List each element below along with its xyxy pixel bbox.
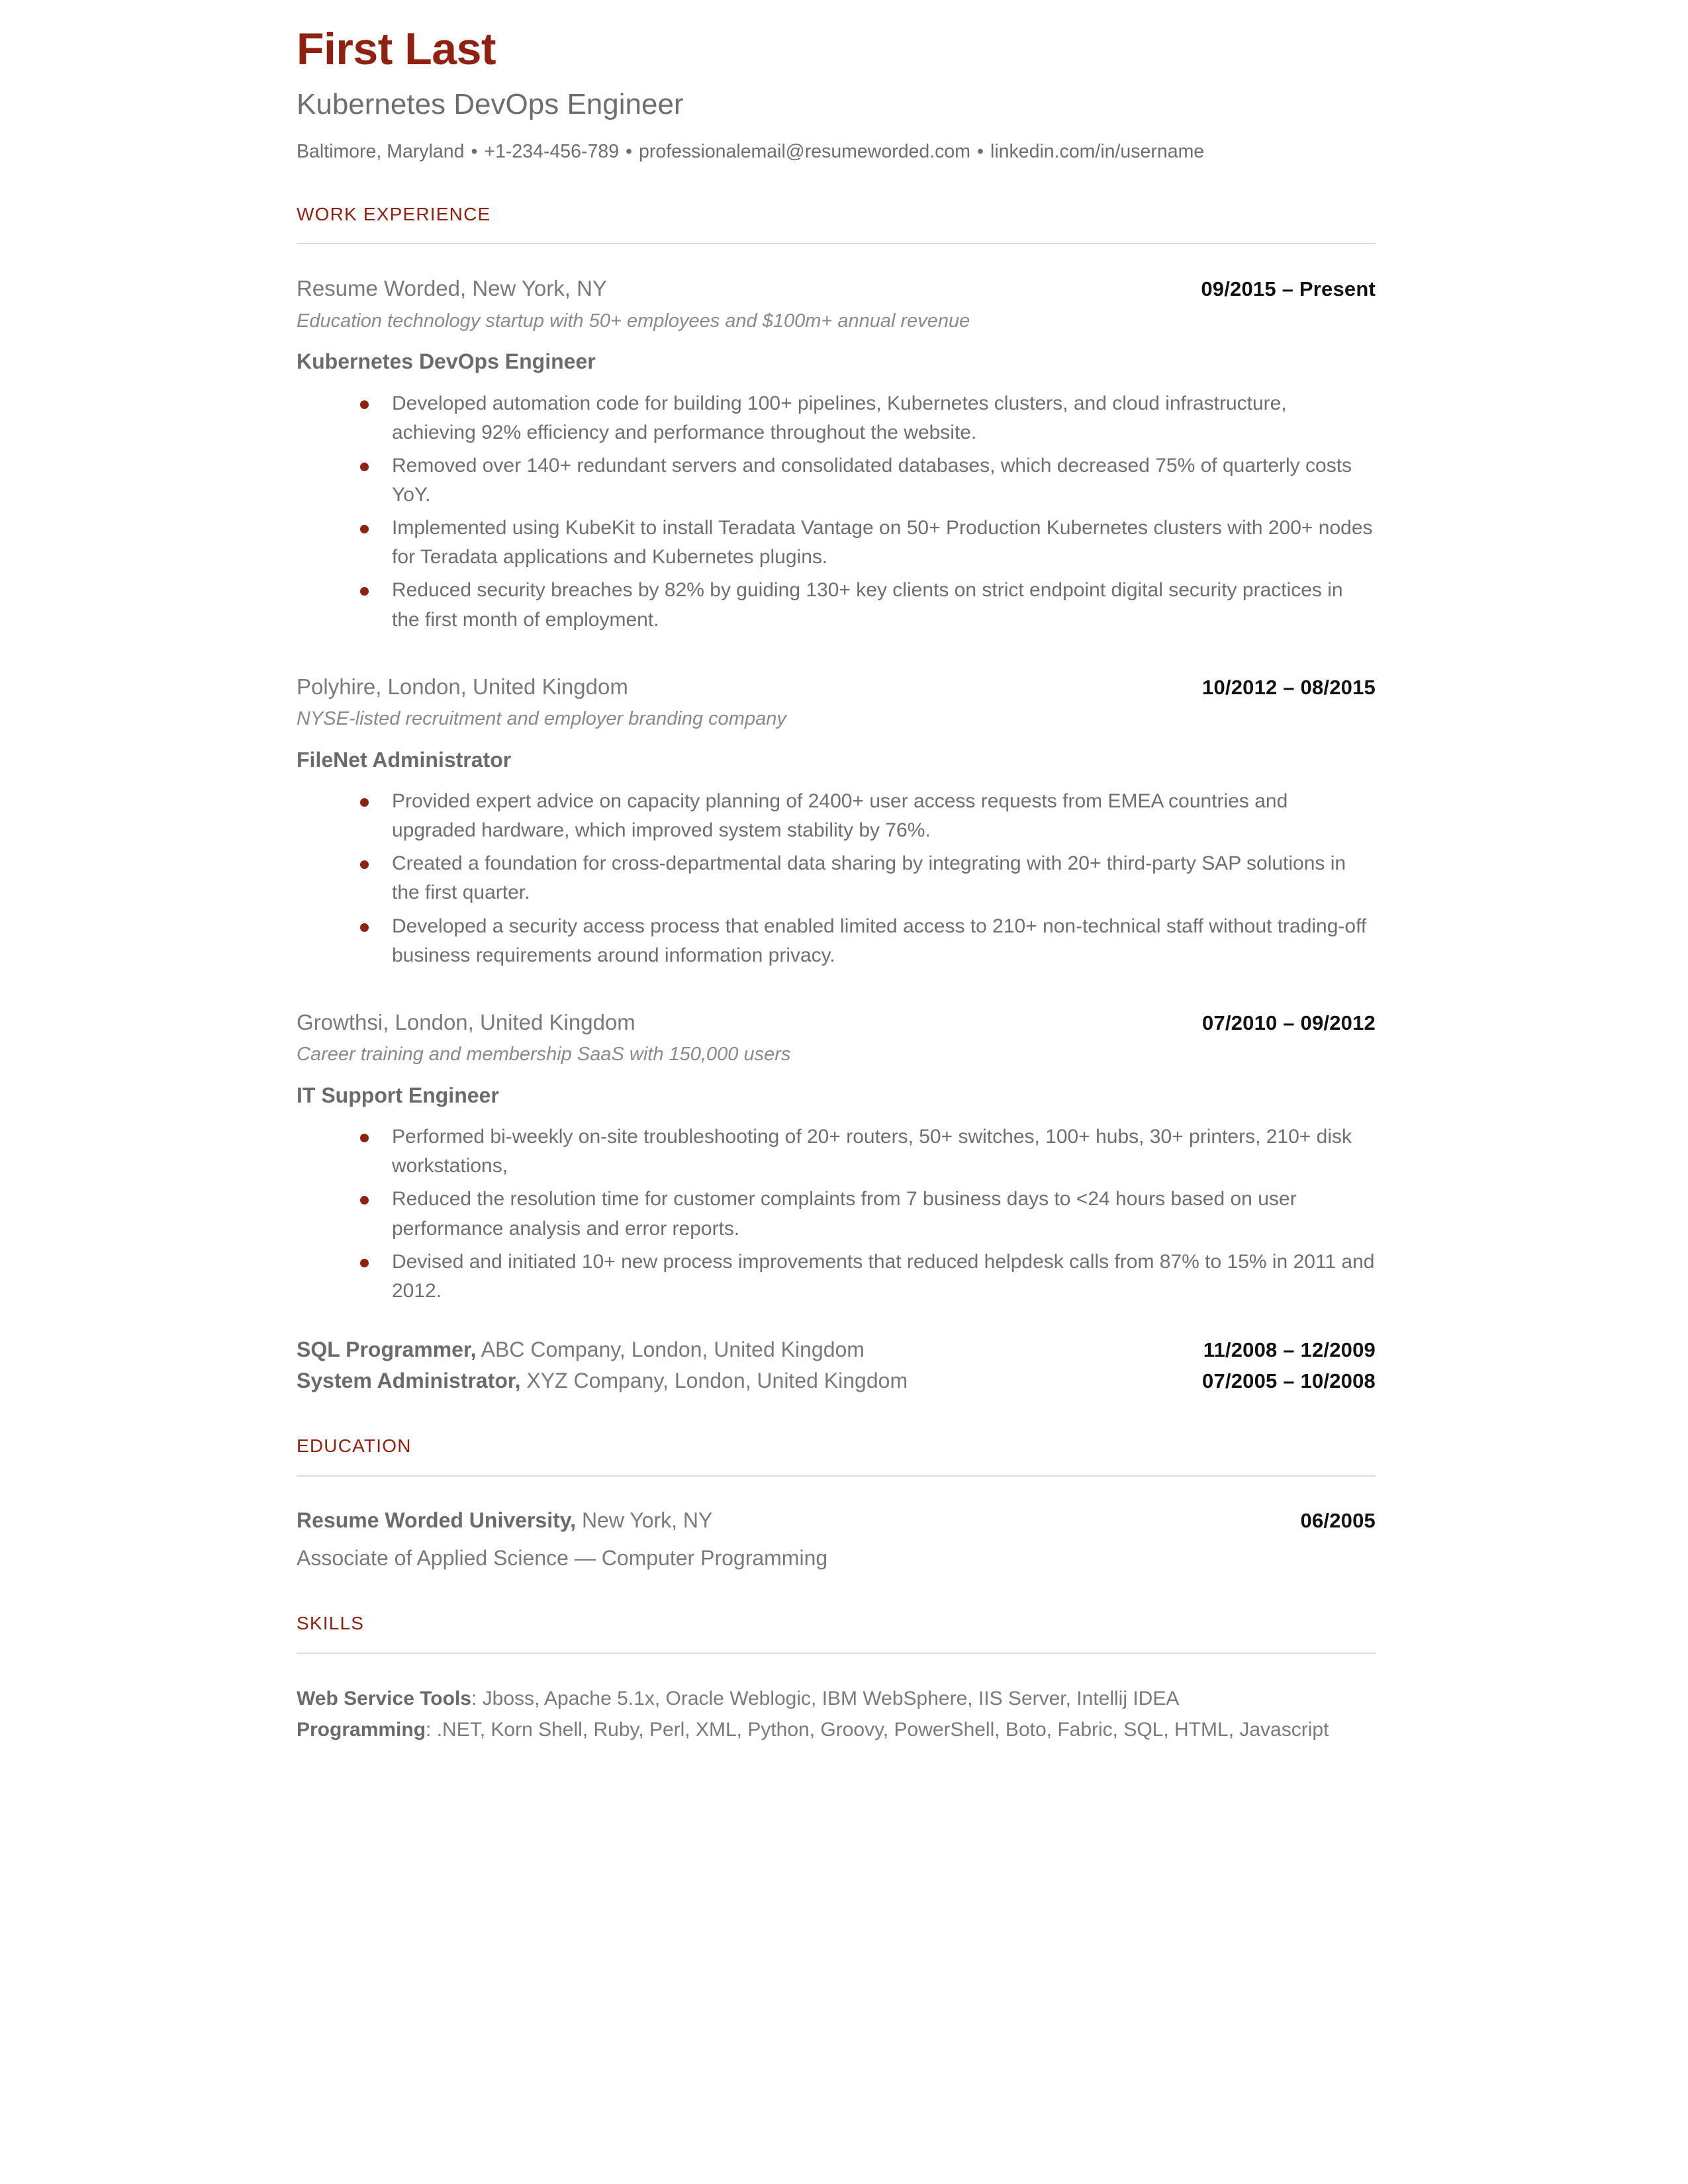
job-header-row — [297, 1009, 1376, 1036]
job-bullet-list — [297, 787, 1376, 970]
compact-roles-list — [297, 1336, 1376, 1395]
education-school-text — [297, 1507, 712, 1535]
contact-separator-icon: • — [626, 141, 633, 163]
section-divider — [297, 1475, 1376, 1477]
skill-category-label: Web Service Tools — [297, 1687, 471, 1709]
skill-row — [297, 1684, 1376, 1713]
job-dates: 07/2010 – 09/2012 — [1202, 1011, 1376, 1034]
education-school-location: New York, NY — [576, 1508, 713, 1532]
job-bullet: Provided expert advice on capacity planning of 2400+ user access requests from EMEA countries and upgraded hardware, which improved system stability by 76%. — [360, 787, 1376, 845]
education-school-name: Resume Worded University, — [297, 1508, 577, 1532]
contact-separator-icon: • — [977, 141, 984, 163]
section-title-work-experience: WORK EXPERIENCE — [297, 203, 491, 224]
compact-role-text — [297, 1336, 865, 1364]
compact-role-title: SQL Programmer, — [297, 1337, 477, 1361]
contact-phone: +1-234-456-789 — [484, 141, 620, 163]
job-bullet: Implemented using KubeKit to install Teradata Vantage on 50+ Production Kubernetes clusters with 200+ nodes for Teradata applications and Kubernetes plugins. — [360, 514, 1376, 572]
job-company-blurb: Education technology startup with 50+ employees and $100m+ annual revenue — [297, 310, 970, 332]
compact-role-detail: ABC Company, London, United Kingdom — [476, 1337, 865, 1361]
job-dates: 10/2012 – 08/2015 — [1202, 675, 1376, 699]
job-bullet: Performed bi-weekly on-site troubleshooting of 20+ routers, 50+ switches, 100+ hubs, 30+ printers, 210+ disk workstations, — [360, 1122, 1376, 1181]
skill-category-values: : .NET, Korn Shell, Ruby, Perl, XML, Python, Groovy, PowerShell, Boto, Fabric, SQL, HTML, Javascript — [426, 1719, 1329, 1741]
contact-location: Baltimore, Maryland — [297, 141, 465, 163]
compact-role-row — [297, 1336, 1376, 1364]
job-company-blurb: Career training and membership SaaS with 150,000 users — [297, 1044, 791, 1065]
job-entry — [297, 673, 1376, 970]
compact-role-dates: 11/2008 – 12/2009 — [1203, 1338, 1376, 1361]
section-title-skills: SKILLS — [297, 1613, 365, 1634]
job-header-row — [297, 275, 1376, 302]
job-bullet: Reduced the resolution time for customer complaints from 7 business days to <24 hours based on user performance analysis and error reports. — [360, 1185, 1376, 1243]
job-bullet: Reduced security breaches by 82% by guiding 130+ key clients on strict endpoint digital security practices in the first month of employment. — [360, 576, 1376, 634]
job-bullet: Removed over 140+ redundant servers and consolidated databases, which decreased 75% of quarterly costs YoY. — [360, 451, 1376, 510]
job-bullet: Devised and initiated 10+ new process improvements that reduced helpdesk calls from 87% to 15% in 2011 and 2012. — [360, 1248, 1376, 1306]
job-title: IT Support Engineer — [297, 1083, 499, 1107]
section-divider — [297, 243, 1376, 244]
education-degree: Associate of Applied Science — Computer Programming — [297, 1546, 828, 1570]
compact-role-title: System Administrator, — [297, 1369, 521, 1393]
job-bullet: Developed a security access process that enabled limited access to 210+ non-technical staff without trading-off business requirements around information privacy. — [360, 912, 1376, 970]
education-dates: 06/2005 — [1300, 1508, 1376, 1532]
skill-category-values: : Jboss, Apache 5.1x, Oracle Weblogic, IBM WebSphere, IIS Server, Intellij IDEA — [471, 1687, 1180, 1709]
work-experience-list — [297, 275, 1376, 1395]
skill-category-label: Programming — [297, 1719, 426, 1741]
compact-role-dates: 07/2005 – 10/2008 — [1202, 1369, 1376, 1393]
job-dates: 09/2015 – Present — [1201, 277, 1376, 301]
job-bullet-list — [297, 1122, 1376, 1306]
job-entry — [297, 1009, 1376, 1306]
compact-role-row — [297, 1367, 1376, 1395]
education-entry — [297, 1507, 1376, 1572]
resume-content — [152, 26, 1536, 1745]
contact-linkedin[interactable]: linkedin.com/in/username — [990, 141, 1205, 163]
education-header-row — [297, 1507, 1376, 1535]
job-bullet: Developed automation code for building 100+ pipelines, Kubernetes clusters, and cloud infrastructure, achieving 92% efficiency and performance throughout the website. — [360, 389, 1376, 447]
candidate-headline: Kubernetes DevOps Engineer — [297, 88, 684, 120]
contact-line — [297, 140, 1376, 163]
section-title-education: EDUCATION — [297, 1435, 412, 1457]
job-title: FileNet Administrator — [297, 747, 512, 772]
job-title: Kubernetes DevOps Engineer — [297, 349, 596, 374]
resume-header — [297, 26, 1376, 163]
job-entry — [297, 275, 1376, 634]
candidate-name: First Last — [297, 24, 496, 74]
job-company-blurb: NYSE-listed recruitment and employer branding company — [297, 707, 786, 729]
job-company: Polyhire, London, United Kingdom — [297, 674, 628, 699]
education-list — [297, 1507, 1376, 1572]
job-spacer — [297, 974, 1376, 1009]
contact-separator-icon: • — [471, 141, 478, 163]
job-bullet-list — [297, 389, 1376, 635]
compact-role-text — [297, 1367, 908, 1395]
skills-list — [297, 1684, 1376, 1745]
section-divider — [297, 1653, 1376, 1654]
job-bullet: Created a foundation for cross-departmental data sharing by integrating with 20+ third-party SAP solutions in the first quarter. — [360, 849, 1376, 907]
job-spacer — [297, 639, 1376, 673]
job-company: Resume Worded, New York, NY — [297, 276, 607, 301]
job-company: Growthsi, London, United Kingdom — [297, 1009, 635, 1034]
skill-row — [297, 1715, 1376, 1745]
compact-role-detail: XYZ Company, London, United Kingdom — [520, 1369, 908, 1393]
job-header-row — [297, 673, 1376, 700]
contact-email[interactable]: professionalemail@resumeworded.com — [639, 141, 971, 163]
